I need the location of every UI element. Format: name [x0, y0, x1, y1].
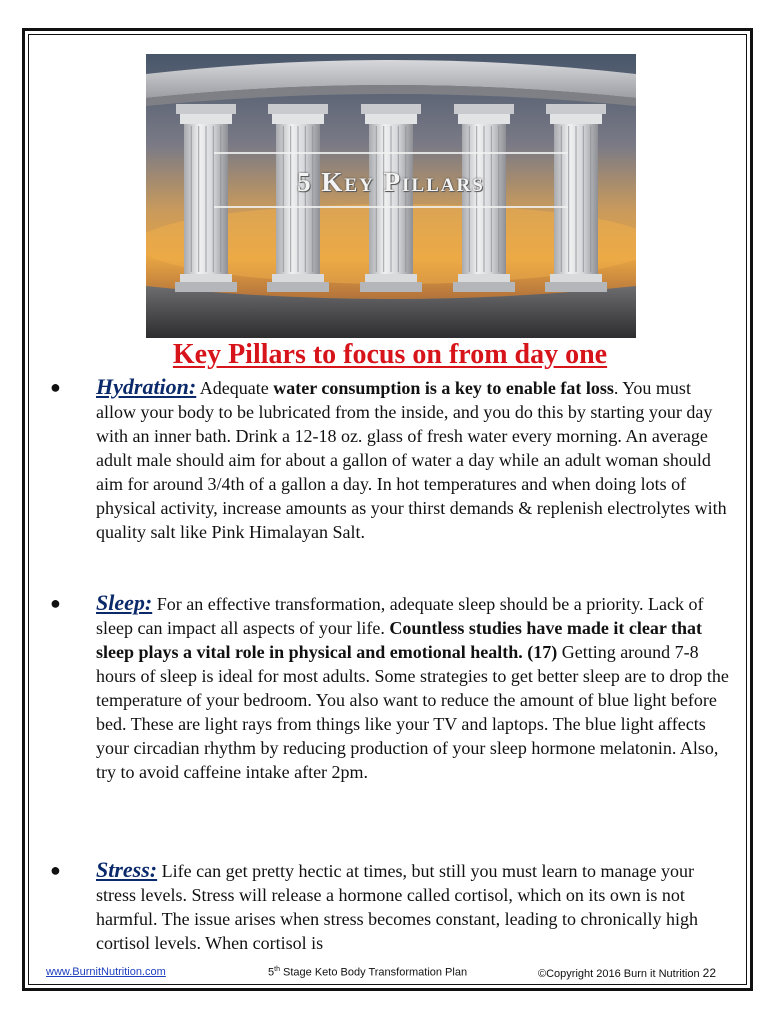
bullet-icon: ●: [50, 860, 61, 880]
section-text: [68, 858, 734, 955]
pillar-plinth: [545, 282, 607, 292]
section-text: [68, 375, 734, 544]
page-number: 22: [702, 966, 716, 980]
pillar-capital: [458, 114, 510, 124]
hero-image: [146, 54, 636, 338]
hero-title: 5 Key Pillars: [297, 167, 485, 197]
page-footer: [46, 966, 734, 984]
bullet-icon: ●: [50, 377, 61, 397]
pillar-capital: [272, 114, 324, 124]
pillar-plinth: [453, 282, 515, 292]
pillar-base: [365, 274, 417, 282]
pillar-capital: [365, 114, 417, 124]
section-body: . You must allow your body to be lubricated from the inside, and you do this by starting your day with an inner bath. Drink a 12-18 oz. glass of fresh water every morning. An average adult male should aim for about a gallon of water a day while an adult woman should aim for around 3/4th of a gallon a day. In hot temperatures and when doing lots of physical activity, increase amounts as your thirst demands & replenish electrolytes with quality salt like Pink Himalayan Salt.: [96, 378, 727, 542]
pillar-base: [272, 274, 324, 282]
pillar-capital: [454, 104, 514, 114]
section-body: Adequate: [196, 378, 274, 398]
hero-rule-top: [214, 152, 568, 154]
section-body: Life can get pretty hectic at times, but still you must learn to manage your stress levels. Stress will release a hormone called cortisol, which on its own is not harmful. The issue arises when stress becomes constant, leading to chronically high cortisol levels. When cortisol is: [96, 861, 699, 953]
section-label: Hydration:: [96, 374, 197, 399]
pillar-capital: [361, 104, 421, 114]
pillar-plinth: [175, 282, 237, 292]
section-hydration: [50, 374, 734, 544]
hero-rule-bottom: [214, 206, 568, 208]
section-bold: water consumption is a key to enable fat loss: [273, 378, 614, 398]
pillar-capital: [176, 104, 236, 114]
pillar-capital: [550, 114, 602, 124]
pillar-capital: [546, 104, 606, 114]
bullet-icon: ●: [50, 593, 61, 613]
pillar-base: [180, 274, 232, 282]
section-label: Stress:: [96, 857, 158, 882]
section-body: Getting around 7-8 hours of sleep is ideal for most adults. Some strategies to get better sleep are to drop the temperature of your bedroom. You also want to reduce the amount of blue light before bed. These are light rays from things like your TV and laptops. The blue light affects your circadian rhythm by reducing production of your sleep hormone melatonin. Also, try to avoid caffeine intake after 2pm.: [96, 642, 729, 782]
section-label: Sleep:: [96, 590, 153, 615]
website-link[interactable]: www.BurnitNutrition.com: [46, 966, 166, 978]
pillar-plinth: [267, 282, 329, 292]
section-stress: [50, 857, 734, 955]
pillar-base: [550, 274, 602, 282]
section-sleep: [50, 590, 734, 784]
page-heading: Key Pillars to focus on from day one: [172, 339, 608, 370]
footer-copyright: ©Copyright 2016 Burn it Nutrition 22: [538, 966, 716, 980]
section-body: For an effective transformation, adequate sleep should be a priority. Lack of sleep can impact all aspects of your life.: [96, 594, 704, 638]
section-bold: Countless studies have made it clear that sleep plays a vital role in physical and emotional health. (17): [96, 618, 703, 662]
pillar-capital: [268, 104, 328, 114]
pillar-plinth: [360, 282, 422, 292]
section-text: [68, 591, 734, 784]
footer-document-title: 5th Stage Keto Body Transformation Plan: [268, 966, 468, 979]
pillar-base: [458, 274, 510, 282]
pillar-capital: [180, 114, 232, 124]
